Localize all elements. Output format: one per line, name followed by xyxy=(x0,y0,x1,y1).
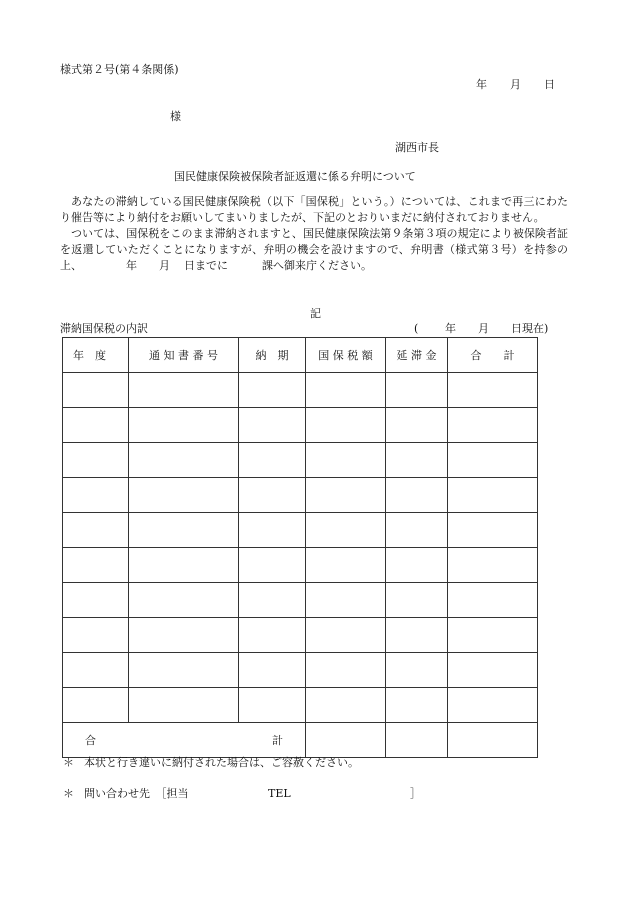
table-cell xyxy=(239,618,306,653)
total-label-cell xyxy=(63,723,306,758)
note-2-mark: ＊ xyxy=(63,787,74,800)
table-cell xyxy=(448,513,538,548)
table-cell xyxy=(129,373,239,408)
note-2 xyxy=(63,787,189,801)
table-cell xyxy=(239,688,306,723)
date-day: 日 xyxy=(544,78,555,91)
table-cell xyxy=(386,478,448,513)
table-cell xyxy=(448,443,538,478)
body-paragraph-2 xyxy=(60,226,568,274)
table-cell xyxy=(306,408,386,443)
table-cell xyxy=(386,618,448,653)
header-total: 合 計 xyxy=(448,338,538,373)
table-cell xyxy=(129,548,239,583)
table-cell xyxy=(129,653,239,688)
table-row xyxy=(63,513,538,548)
table-cell xyxy=(239,583,306,618)
table-cell xyxy=(448,478,538,513)
table-cell xyxy=(306,443,386,478)
table-cell xyxy=(63,618,129,653)
total-label-right: 計 xyxy=(272,734,283,747)
as-of-month: 月 xyxy=(478,322,489,335)
contact-close: ］ xyxy=(410,787,421,800)
document-title: 国民健康保険被保険者証返還に係る弁明について xyxy=(174,170,416,183)
form-label: 様式第２号(第４条関係) xyxy=(60,63,179,76)
table-total-row xyxy=(63,723,538,758)
table-cell xyxy=(239,443,306,478)
table-cell xyxy=(129,408,239,443)
date-year: 年 xyxy=(476,78,487,91)
header-due-period: 納 期 xyxy=(239,338,306,373)
as-of-open: ( xyxy=(414,322,419,335)
table-cell xyxy=(239,373,306,408)
contact-label: 問い合わせ先 ［担当 xyxy=(84,787,189,800)
deadline-year: 年 xyxy=(126,259,137,272)
header-late-fee: 延 滞 金 xyxy=(386,338,448,373)
table-cell xyxy=(129,513,239,548)
table-cell xyxy=(386,583,448,618)
table-row xyxy=(63,688,538,723)
table-cell xyxy=(306,653,386,688)
header-notice-number: 通 知 書 番 号 xyxy=(129,338,239,373)
table-cell xyxy=(63,583,129,618)
table-cell xyxy=(448,408,538,443)
total-late-fee-cell xyxy=(386,723,448,758)
table-cell xyxy=(239,478,306,513)
table-row xyxy=(63,408,538,443)
table-cell xyxy=(129,443,239,478)
table-cell xyxy=(448,618,538,653)
total-label-left: 合 xyxy=(85,734,96,747)
table-cell xyxy=(386,373,448,408)
addressee-suffix: 様 xyxy=(170,110,181,123)
table-cell xyxy=(386,443,448,478)
deadline-month: 月 xyxy=(159,259,170,272)
table-cell xyxy=(386,548,448,583)
table-cell xyxy=(63,443,129,478)
body-paragraph-2-text: ついては、国保税をこのまま滞納されますと、国民健康保険法第９条第３項の規定により被保険者証を返還していただくことになりますが、弁明の機会を設けますので、弁明書（様式第３号）を持参の上、 xyxy=(60,227,568,272)
header-fiscal-year: 年 度 xyxy=(63,338,129,373)
table-cell xyxy=(306,688,386,723)
table-cell xyxy=(129,688,239,723)
table-row xyxy=(63,548,538,583)
table-cell xyxy=(306,583,386,618)
body-paragraph-1: あなたの滞納している国民健康保険税（以下「国保税」という。）については、これまで再三にわたり催告等により納付をお願いしてまいりましたが、下記のとおりいまだに納付されておりません。 xyxy=(60,195,568,224)
table-cell xyxy=(129,618,239,653)
table-cell xyxy=(386,653,448,688)
note-1-text: 本状と行き違いに納付された場合は、ご容赦ください。 xyxy=(84,756,359,769)
body-text xyxy=(60,194,568,274)
contact-tel: TEL xyxy=(268,787,291,800)
table-cell xyxy=(448,583,538,618)
table-cell xyxy=(63,478,129,513)
table-cell xyxy=(448,688,538,723)
table-cell xyxy=(239,408,306,443)
table-header-row xyxy=(63,338,538,373)
table-cell xyxy=(63,548,129,583)
note-1-mark: ＊ xyxy=(63,756,74,769)
table-cell xyxy=(448,653,538,688)
table-cell xyxy=(63,408,129,443)
ki-heading: 記 xyxy=(310,307,321,320)
deadline-day: 日までに xyxy=(184,259,228,272)
table-cell xyxy=(306,548,386,583)
as-of-year: 年 xyxy=(445,322,456,335)
table-row xyxy=(63,583,538,618)
table-cell xyxy=(239,548,306,583)
table-cell xyxy=(63,653,129,688)
header-tax-amount: 国 保 税 額 xyxy=(306,338,386,373)
table-cell xyxy=(306,478,386,513)
table-cell xyxy=(63,688,129,723)
table-cell xyxy=(63,373,129,408)
table-cell xyxy=(129,478,239,513)
table-cell xyxy=(386,513,448,548)
total-tax-cell xyxy=(306,723,386,758)
table-row xyxy=(63,653,538,688)
table-cell xyxy=(239,653,306,688)
table-cell xyxy=(129,583,239,618)
table-cell xyxy=(386,408,448,443)
department-text: 課へ御来庁ください。 xyxy=(262,259,372,272)
table-row xyxy=(63,478,538,513)
sender: 湖西市長 xyxy=(395,141,439,154)
table-caption: 滞納国保税の内訳 xyxy=(60,322,148,335)
as-of-suffix: 日現在) xyxy=(511,322,549,335)
arrears-table xyxy=(62,337,538,758)
table-cell xyxy=(239,513,306,548)
table-row xyxy=(63,443,538,478)
note-1 xyxy=(63,756,359,770)
table-cell xyxy=(386,688,448,723)
table-cell xyxy=(448,548,538,583)
table-cell xyxy=(448,373,538,408)
grand-total-cell xyxy=(448,723,538,758)
table-cell xyxy=(306,513,386,548)
date-month: 月 xyxy=(510,78,521,91)
table-row xyxy=(63,373,538,408)
table-cell xyxy=(306,618,386,653)
table-cell xyxy=(63,513,129,548)
table-cell xyxy=(306,373,386,408)
table-row xyxy=(63,618,538,653)
